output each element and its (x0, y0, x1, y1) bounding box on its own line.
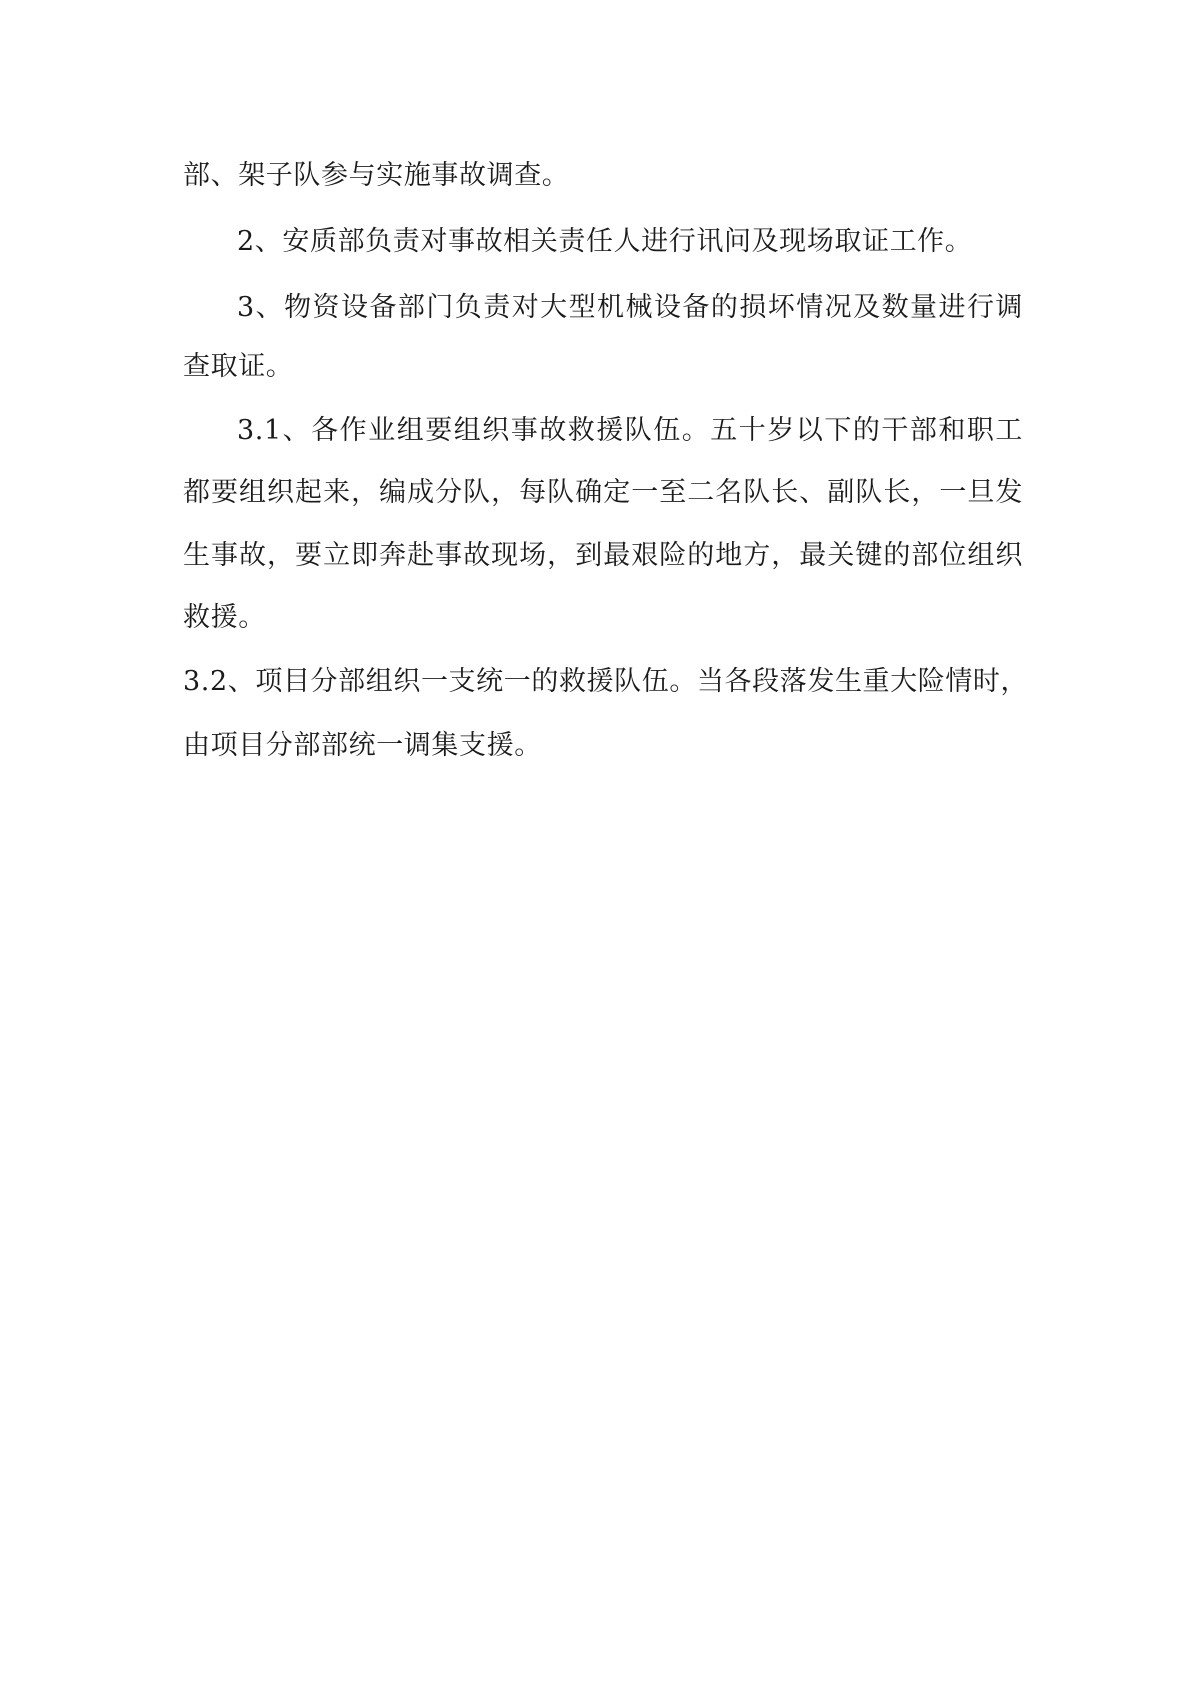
text-line-3: 3、物资设备部门负责对大型机械设备的损坏情况及数量进行调 (237, 292, 1023, 323)
text-line-6: 都要组织起来，编成分队，每队确定一至二名队长、副队长，一旦发 (183, 477, 1023, 508)
text-line-10: 由项目分部部统一调集支援。 (183, 730, 542, 761)
text-line-4: 查取证。 (183, 351, 294, 382)
text-line-8: 救援。 (183, 602, 266, 633)
text-line-7: 生事故，要立即奔赴事故现场，到最艰险的地方，最关键的部位组织 (183, 540, 1023, 571)
text-line-5: 3.1、各作业组要组织事故救援队伍。五十岁以下的干部和职工 (237, 415, 1023, 446)
text-line-1: 部、架子队参与实施事故调查。 (183, 160, 570, 191)
text-line-9: 3.2、项目分部组织一支统一的救援队伍。当各段落发生重大险情时， (183, 666, 1029, 697)
text-line-2: 2、安质部负责对事故相关责任人进行讯问及现场取证工作。 (237, 226, 973, 257)
